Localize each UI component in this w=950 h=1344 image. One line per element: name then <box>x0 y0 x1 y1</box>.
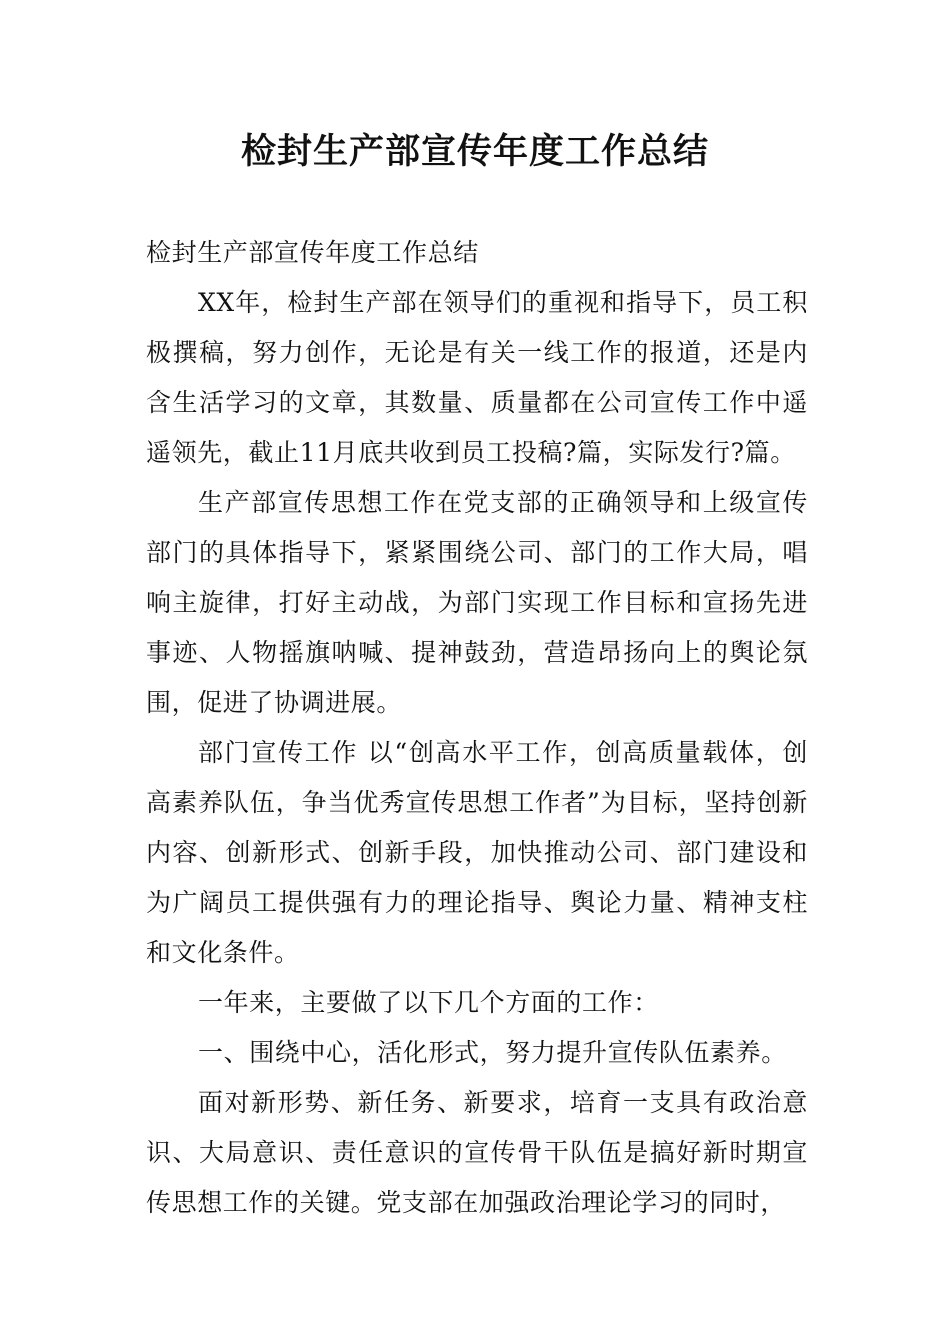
paragraph-2: 生产部宣传思想工作在党支部的正确领导和上级宣传部门的具体指导下，紧紧围绕公司、部门的工作大局，唱响主旋律，打好主动战，为部门实现工作目标和宣扬先进事迹、人物摇旗呐喊、提神鼓劲，营造昂扬向上的舆论氛围，促进了协调进展。 <box>146 488 808 717</box>
paragraph-3: 部门宣传工作 以“创高水平工作，创高质量载体，创高素养队伍，争当优秀宣传思想工作者”为目标，坚持创新内容、创新形式、创新手段，加快推动公司、部门建设和为广阔员工提供强有力的理论指导、舆论力量、精神支柱和文化条件。 <box>146 738 808 967</box>
section-heading-1: 一、围绕中心，活化形式，努力提升宣传队伍素养。 <box>198 1038 787 1067</box>
paragraph-4: 一年来，主要做了以下几个方面的工作： <box>198 988 659 1017</box>
paragraph-5: 面对新形势、新任务、新要求，培育一支具有政治意识、大局意识、责任意识的宣传骨干队伍是搞好新时期宣传思想工作的关键。党支部在加强政治理论学习的同时， <box>146 1088 808 1217</box>
document-body <box>146 228 808 1228</box>
document-subtitle: 检封生产部宣传年度工作总结 <box>146 238 479 267</box>
document-title: 检封生产部宣传年度工作总结 <box>240 132 709 172</box>
paragraph-1: XX年，检封生产部在领导们的重视和指导下，员工积极撰稿，努力创作，无论是有关一线工作的报道，还是内含生活学习的文章，其数量、质量都在公司宣传工作中遥遥领先，截止11月底共收到员工投稿?篇，实际发行?篇。 <box>146 288 808 467</box>
